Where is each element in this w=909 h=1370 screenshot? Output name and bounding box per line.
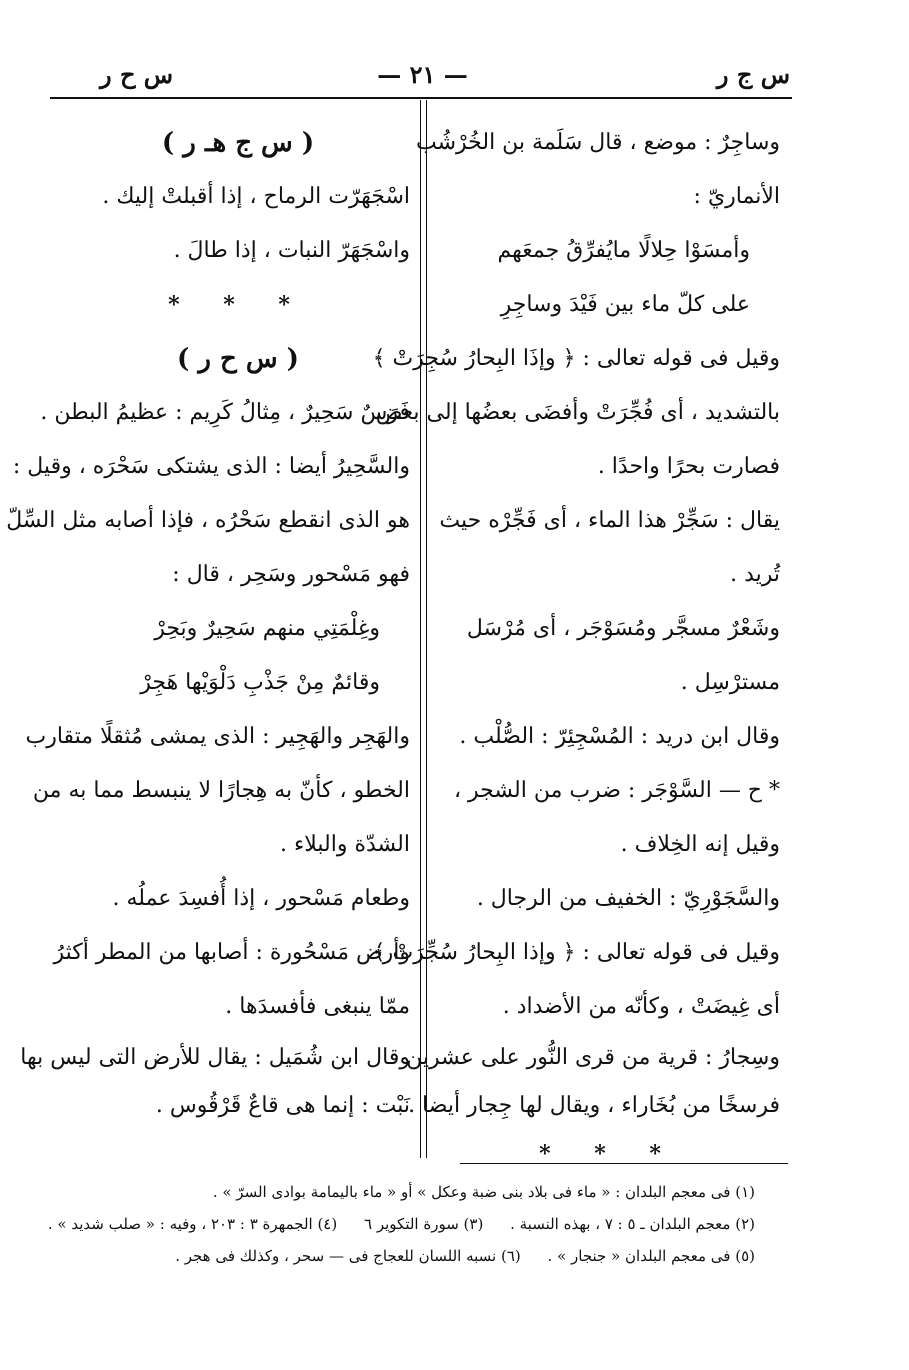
entry-line: والسَّجَوْرِيّ : الخفيف من الرجال . <box>476 886 780 911</box>
section-separator: * * * <box>539 1141 679 1167</box>
entry-line: فَرَسٌ سَحِيرٌ ، مِثالُ كَرِيم : عظيمُ البطن . <box>40 400 410 425</box>
page-number: — ٢١ — <box>377 60 468 89</box>
root-heading: ( س ح ر ) <box>177 344 299 374</box>
entry-line: وقيل فى قوله تعالى : ﴿ وإذَا البِحارُ سُجِرَتْ ﴾ <box>372 346 780 371</box>
entry-line: الأنماريّ : <box>693 184 780 209</box>
right-column <box>372 116 780 1178</box>
entry-line: وقال ابن شُمَيل : يقال للأرض التى ليس بها <box>20 1045 410 1070</box>
entry-line: مسترْسِل . <box>680 670 780 695</box>
verse-line: وقائمٌ مِنْ جَذْبِ دَلْوَيْها هَجِرْ <box>140 670 380 695</box>
left-column <box>6 116 410 1130</box>
entry-line: يقال : سَجِّرْ هذا الماء ، أى فَجِّرْه حيث <box>439 508 780 533</box>
entry-line: وشَعْرٌ مسجَّر ومُسَوْجَر ، أى مُرْسَل <box>466 616 780 641</box>
entry-line: بالتشديد ، أى فُجِّرَتْ وأفضَى بعضُها إلى بعض <box>375 400 780 425</box>
section-separator: * * * <box>168 292 308 318</box>
footnote: (٢) معجم البلدان ـ ٥ : ٧ ، بهذه النسبة . <box>510 1215 755 1233</box>
footnote: (٥) فى معجم البلدان « جنجار » . <box>547 1247 755 1265</box>
footnote: (٦) نسبه اللسان للعجاج فى — سحر ، وكذلك فى هجر . <box>175 1247 521 1265</box>
footnote: (١) فى معجم البلدان : « ماء فى بلاد بنى ضبة وعكل » أو « ماء باليمامة بوادى السرّ » . <box>212 1183 755 1201</box>
column-divider-2 <box>426 100 427 1158</box>
entry-line: الخطو ، كأنّ به هِجارًا لا ينبسط مما به من <box>32 778 410 803</box>
entry-line: أى غِيضَتْ ، وكأنّه من الأضداد . <box>502 994 780 1019</box>
verse-line: وغِلْمَتِي منهم سَحِيرٌ وبَحِرْ <box>154 616 380 641</box>
entry-line: فهو مَسْحور وسَحِر ، قال : <box>172 562 410 587</box>
verse-line: وأمسَوْا حِلالًا مايُفرِّقُ جمعَهم <box>497 238 750 263</box>
entry-line: فرسخًا من بُخَاراء ، ويقال لها جِجار أيضا . <box>408 1093 780 1118</box>
header-root-right: س ج ر <box>716 60 790 89</box>
entry-line: تُريد . <box>730 562 780 587</box>
entry-line: الشدّة والبلاء . <box>279 832 410 857</box>
root-heading: ( س ج هـ ر ) <box>161 128 315 158</box>
entry-line: واسْجَهَرّ النبات ، إذا طالَ . <box>173 238 410 263</box>
entry-line: والهَجِر والهَجِير : الذى يمشى مُثقلًا متقارب <box>25 724 410 749</box>
column-divider-1 <box>420 100 421 1158</box>
entry-line: اسْجَهَرّت الرماح ، إذا أقبلتْ إليك . <box>102 184 410 209</box>
entry-line: فصارت بحرًا واحدًا . <box>597 454 780 479</box>
footnote: (٤) الجمهرة ٣ : ٢٠٣ ، وفيه : « صلب شديد » . <box>47 1215 338 1233</box>
footnotes <box>47 1176 755 1272</box>
footnote-row <box>47 1208 755 1240</box>
entry-line: والسَّحِيرُ أيضا : الذى يشتكى سَحْرَه ، وقيل : <box>12 454 410 479</box>
page-header <box>55 60 790 94</box>
footnote: (٣) سورة التكوير ٦ <box>364 1215 484 1233</box>
entry-line: هو الذى انقطع سَحْرُه ، فإذا أصابه مثل السِّلّ <box>6 508 410 533</box>
header-root-left: س ح ر <box>100 60 174 89</box>
entry-line: وطعام مَسْحور ، إذا أُفسِدَ عملُه . <box>112 886 410 911</box>
entry-line: وسِجارُ : قرية من قرى النُّور على عشرين <box>406 1045 780 1070</box>
entry-line: وقيل فى قوله تعالى : ﴿ وإذا البِحارُ سُجِّرَتْ ﴾ <box>372 940 780 965</box>
entry-line: ممّا ينبغى فأفسدَها . <box>225 994 410 1019</box>
entry-line: نَبْت : إنما هى قاعٌ قَرْقُوس . <box>155 1093 410 1118</box>
footnote-row <box>55 1240 755 1272</box>
entry-line: وقيل إنه الخِلاف . <box>620 832 780 857</box>
entry-line: وقال ابن دريد : المُسْجِئِرّ : الصُّلْب . <box>459 724 780 749</box>
verse-line: على كلّ ماء بين فَيْدَ وساجِرِ <box>500 292 750 317</box>
header-rule <box>50 97 792 99</box>
footnote-rule <box>460 1163 788 1164</box>
entry-line: وأرض مَسْحُورة : أصابها من المطر أكثرُ <box>53 940 410 965</box>
entry-line: * ح — السَّوْجَر : ضرب من الشجر ، <box>453 778 780 803</box>
footnote-row <box>55 1176 755 1208</box>
entry-line: وساجِرٌ : موضع ، قال سَلَمة بن الخُرْشُب <box>416 130 780 155</box>
